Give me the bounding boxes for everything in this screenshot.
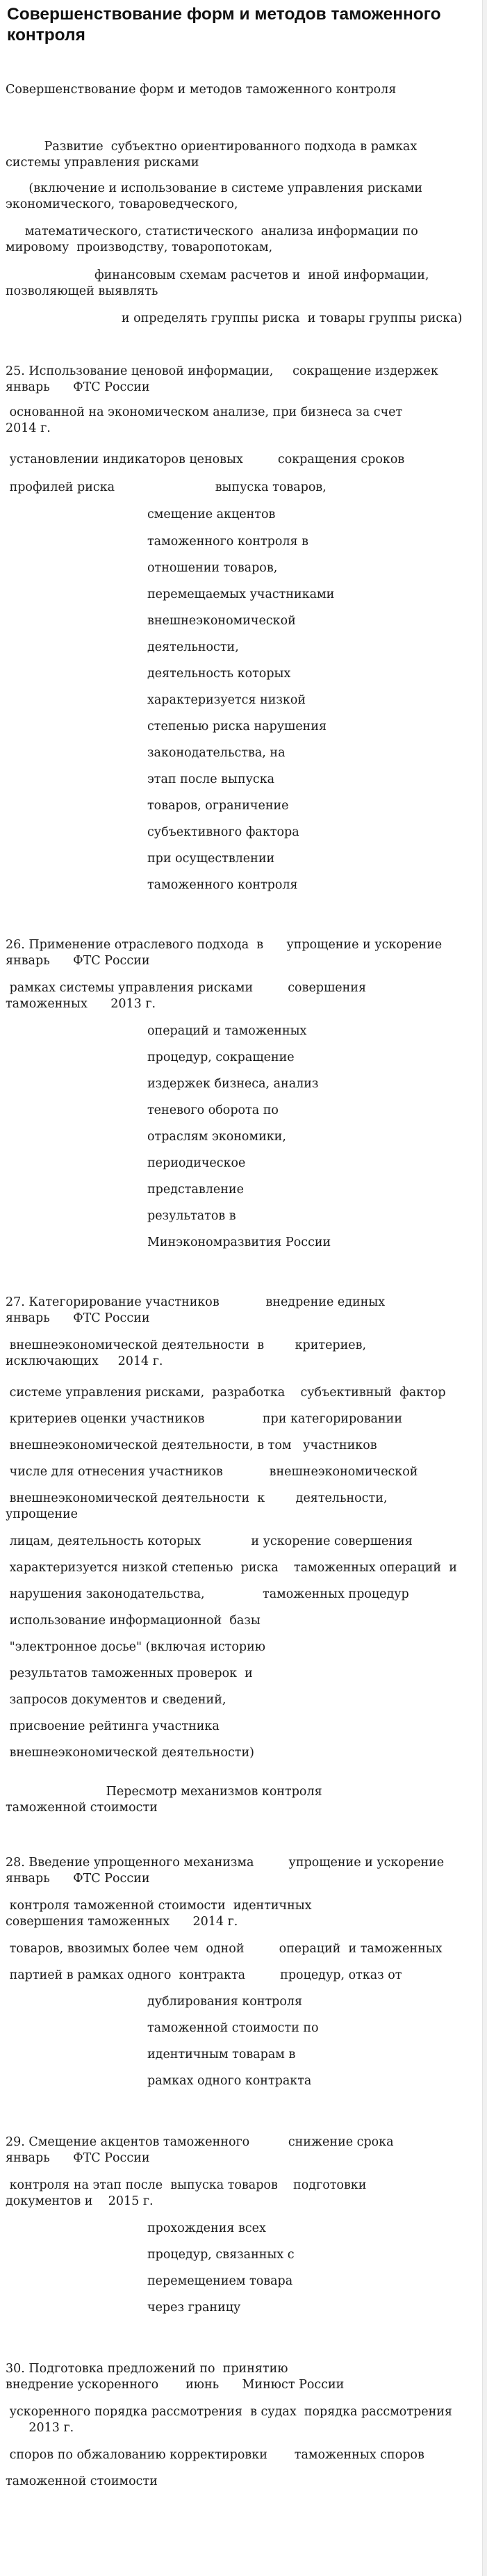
text-line: экономического, товароведческого,	[6, 197, 238, 211]
text-line: январь ФТС России	[6, 954, 150, 968]
text-line: процедур, связанных с	[147, 2248, 295, 2262]
text-line: таможенной стоимости	[6, 2474, 158, 2488]
text-line: системы управления рисками	[6, 156, 199, 170]
page-title: Совершенствование форм и методов таможенного контроля	[7, 5, 441, 44]
text-line: товаров, ввозимых более чем одной операций и таможенных	[6, 1942, 443, 1956]
text-line: результатов таможенных проверок и	[6, 1667, 253, 1680]
text-line: перемещением товара	[147, 2274, 293, 2288]
text-line: январь ФТС России	[6, 1872, 150, 1886]
text-line: субъективного фактора	[147, 825, 299, 839]
text-line: операций и таможенных	[147, 1024, 307, 1038]
text-line: отношении товаров,	[147, 561, 278, 575]
text-line: числе для отнесения участников внешнеэкономической	[6, 1465, 418, 1479]
text-line: деятельности,	[147, 640, 239, 654]
text-line: позволяющей выявлять	[6, 284, 158, 298]
text-line: установлении индикаторов ценовых сокращения сроков	[6, 453, 405, 467]
scrollbar[interactable]	[482, 0, 487, 2576]
text-line: запросов документов и сведений,	[6, 1693, 226, 1707]
text-line: январь ФТС России	[6, 1311, 150, 1325]
text-line: 27. Категорирование участников внедрение единых	[6, 1295, 386, 1309]
text-line: внешнеэкономической деятельности)	[6, 1746, 254, 1760]
text-line: математического, статистического анализа информации по	[6, 225, 418, 238]
text-line: смещение акцентов	[147, 508, 276, 521]
text-line: профилей риска выпуска товаров,	[6, 480, 327, 494]
text-line: идентичным товарам в	[147, 2048, 296, 2061]
text-line: Совершенствование форм и методов таможенного контроля	[6, 83, 397, 97]
text-line: внешнеэкономической деятельности к деятельности,	[6, 1491, 388, 1505]
text-line: январь ФТС России	[6, 2151, 150, 2165]
text-line: январь ФТС России	[6, 380, 150, 394]
text-line: деятельность которых	[147, 667, 291, 681]
text-line: основанной на экономическом анализе, при бизнеса за счет	[6, 405, 403, 419]
text-line: 29. Смещение акцентов таможенного снижение срока	[6, 2135, 394, 2149]
text-line: процедур, сокращение	[147, 1051, 295, 1064]
text-line: финансовым схемам расчетов и иной информации,	[6, 268, 429, 282]
text-line: внешнеэкономической деятельности в критериев,	[6, 1338, 367, 1352]
text-line: Минэкономразвития России	[147, 1236, 331, 1249]
text-line: теневого оборота по	[147, 1103, 279, 1117]
text-line: внешнеэкономической деятельности, в том участников	[6, 1439, 377, 1452]
text-line: характеризуется низкой	[147, 693, 306, 707]
text-line: совершения таможенных 2014 г.	[6, 1915, 238, 1929]
text-line: споров по обжалованию корректировки таможенных споров	[6, 2448, 424, 2462]
text-line: перемещаемых участниками	[147, 588, 335, 601]
text-line: (включение и использование в системе управления рисками	[6, 181, 423, 195]
text-line: нарушения законодательства, таможенных процедур	[6, 1587, 409, 1601]
text-line: рамках одного контракта	[147, 2074, 312, 2088]
text-line: представление	[147, 1183, 244, 1197]
text-line: таможенной стоимости	[6, 1801, 158, 1815]
text-line: товаров, ограничение	[147, 799, 289, 813]
text-line: таможенного контроля в	[147, 535, 308, 549]
text-line: 2014 г.	[6, 421, 51, 435]
text-line: контроля таможенной стоимости идентичных	[6, 1899, 312, 1913]
text-line: мировому производству, товаропотокам,	[6, 241, 273, 254]
text-line: рамках системы управления рисками совершения	[6, 981, 366, 995]
text-line: Пересмотр механизмов контроля	[6, 1785, 322, 1799]
text-line: критериев оценки участников при категорировании	[6, 1412, 402, 1426]
text-line: документов и 2015 г.	[6, 2194, 154, 2208]
text-line: "электронное досье" (включая историю	[6, 1640, 265, 1654]
text-line: исключающих 2014 г.	[6, 1354, 163, 1368]
text-line: характеризуется низкой степенью риска таможенных операций и	[6, 1561, 457, 1575]
text-line: 2013 г.	[6, 2421, 74, 2435]
text-line: при осуществлении	[147, 852, 275, 866]
text-line: степенью риска нарушения	[147, 720, 327, 734]
text-line: упрощение	[6, 1507, 79, 1521]
text-line: прохождения всех	[147, 2221, 266, 2235]
text-line: 28. Введение упрощенного механизма упрощение и ускорение	[6, 1856, 445, 1870]
text-line: этап после выпуска	[147, 772, 275, 786]
text-line: 26. Применение отраслевого подхода в упрощение и ускорение	[6, 938, 443, 952]
text-line: использование информационной базы	[6, 1614, 261, 1628]
text-line: системе управления рисками, разработка субъективный фактор	[6, 1386, 446, 1400]
text-line: лицам, деятельность которых и ускорение совершения	[6, 1534, 413, 1548]
text-line: дублирования контроля	[147, 1995, 303, 2009]
text-line: периодическое	[147, 1156, 246, 1170]
text-line: внешнеэкономической	[147, 614, 296, 628]
text-line: ускоренного порядка рассмотрения в судах порядка рассмотрения	[6, 2405, 452, 2419]
text-line: таможенных 2013 г.	[6, 997, 156, 1011]
text-line: отраслям экономики,	[147, 1130, 286, 1144]
text-line: партией в рамках одного контракта процедур, отказ от	[6, 1968, 402, 1982]
text-line: таможенной стоимости по	[147, 2021, 319, 2035]
text-line: 30. Подготовка предложений по принятию	[6, 2362, 288, 2376]
text-line: таможенного контроля	[147, 878, 298, 892]
text-line: Развитие субъектно ориентированного подхода в рамках	[6, 140, 418, 154]
text-line: издержек бизнеса, анализ	[147, 1077, 319, 1091]
text-line: 25. Использование ценовой информации, сокращение издержек	[6, 364, 438, 378]
text-line: присвоение рейтинга участника	[6, 1719, 220, 1733]
text-line: законодательства, на	[147, 746, 286, 760]
text-line: результатов в	[147, 1209, 236, 1223]
text-line: контроля на этап после выпуска товаров подготовки	[6, 2178, 367, 2192]
text-line: через границу	[147, 2301, 241, 2315]
text-line: внедрение ускоренного июнь Минюст России	[6, 2378, 345, 2392]
text-line: и определять группы риска и товары группы риска)	[6, 311, 463, 325]
